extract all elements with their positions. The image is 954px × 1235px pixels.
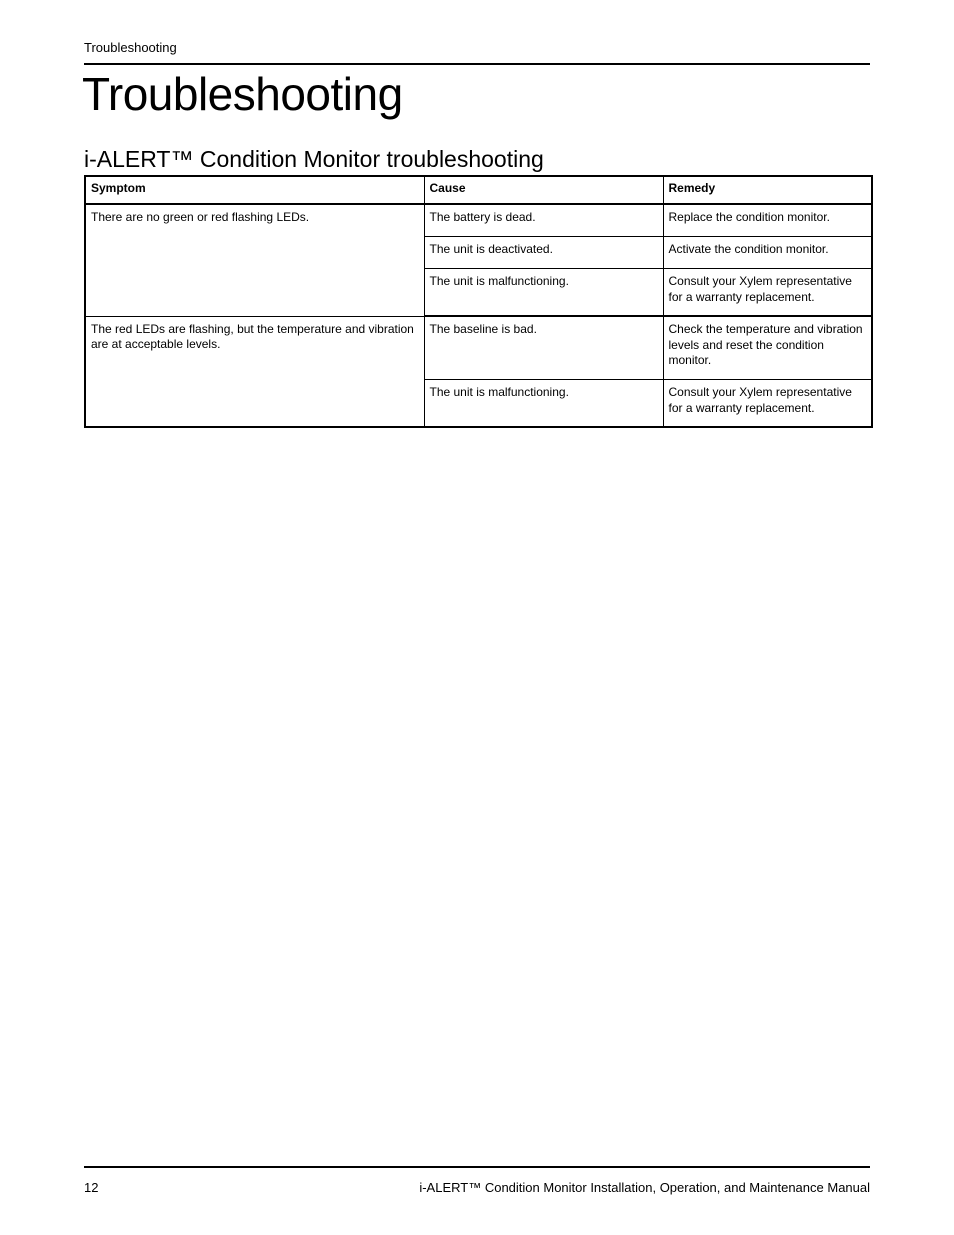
cause-cell: The unit is malfunctioning.: [424, 380, 663, 428]
symptom-cell: There are no green or red flashing LEDs.: [85, 204, 424, 316]
troubleshooting-table: [84, 175, 873, 428]
remedy-cell: Replace the condition monitor.: [663, 204, 872, 237]
cause-cell: The unit is deactivated.: [424, 237, 663, 269]
remedy-cell: Activate the condition monitor.: [663, 237, 872, 269]
cause-cell: The baseline is bad.: [424, 316, 663, 380]
section-title: i-ALERT™ Condition Monitor troubleshooting: [84, 146, 544, 172]
footer-rule: [84, 1166, 870, 1168]
remedy-cell: Consult your Xylem representative for a warranty replacement.: [663, 269, 872, 317]
table-row: [85, 316, 872, 380]
running-header: Troubleshooting: [84, 40, 177, 55]
table-row: [85, 204, 872, 237]
column-header-cause: Cause: [424, 176, 663, 204]
cause-cell: The unit is malfunctioning.: [424, 269, 663, 317]
footer-manual-title: i-ALERT™ Condition Monitor Installation, Operation, and Maintenance Manual: [419, 1180, 870, 1195]
symptom-cell: The red LEDs are flashing, but the temperature and vibration are at acceptable levels.: [85, 316, 424, 427]
table-header-row: [85, 176, 872, 204]
remedy-cell: Check the temperature and vibration levels and reset the condition monitor.: [663, 316, 872, 380]
remedy-cell: Consult your Xylem representative for a warranty replacement.: [663, 380, 872, 428]
column-header-remedy: Remedy: [663, 176, 872, 204]
page-title: Troubleshooting: [82, 68, 403, 120]
page-number: 12: [84, 1180, 99, 1195]
column-header-symptom: Symptom: [85, 176, 424, 204]
cause-cell: The battery is dead.: [424, 204, 663, 237]
